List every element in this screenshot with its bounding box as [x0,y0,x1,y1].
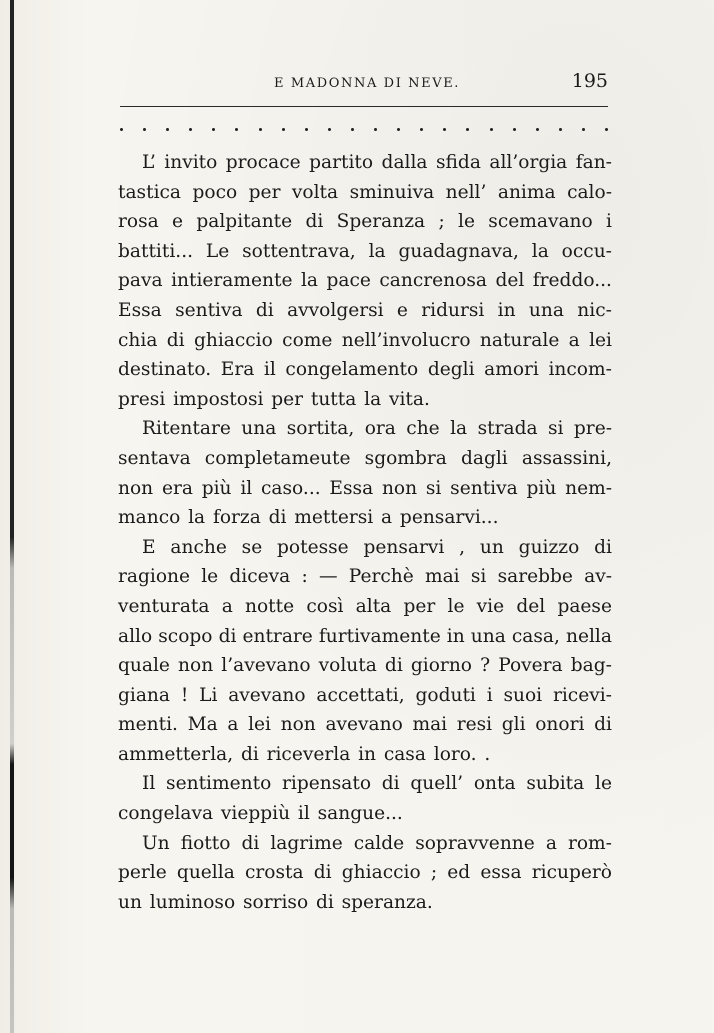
word: non [381,477,418,499]
word: resi [456,714,493,736]
word: di [241,832,260,854]
word: lei [589,329,612,351]
word: del [495,270,525,292]
word: rosa [118,211,159,233]
word: Povera [498,655,563,677]
binding-edge [10,0,14,1033]
text-line [118,178,612,208]
word: riceverla [266,743,351,765]
word: ghiaccio [341,862,421,884]
word: una [528,299,564,321]
text-line [118,829,612,859]
word: scemavano [488,211,593,233]
text-line [118,355,612,385]
word: strada [477,418,538,440]
separator-dot [328,128,331,131]
separator-dot [143,128,146,131]
word: goduti [415,684,476,706]
word: ghiaccio [193,329,273,351]
word: sangue... [317,803,403,825]
word: ricuperò [531,862,612,884]
word: guadagnava, [398,240,519,262]
word: fiotto [180,832,231,854]
separator-dot [351,128,354,131]
word: sfida [435,152,481,173]
word: di [255,299,274,321]
word: presi [118,388,166,410]
word: il [240,477,253,499]
word: completameute [204,447,351,469]
separator-dot [605,128,608,131]
word: più [526,477,557,499]
separator-dot [490,128,493,131]
word: le [458,211,475,233]
word: occu- [561,240,612,262]
word: casa, [511,625,560,647]
text-line [118,740,612,770]
word: Il [142,773,156,795]
word: notte [245,595,295,617]
word: Speranza [336,211,426,233]
text-line [118,237,612,267]
word: av- [584,566,612,588]
word: fan- [575,152,612,173]
word: — [318,566,338,588]
separator-dot [536,128,539,131]
word: avevano [228,684,306,706]
word: Li [199,684,218,706]
word: partito [309,152,374,173]
word: più [201,477,232,499]
word: le [201,566,219,588]
word: : [301,566,308,588]
word: battiti... [118,240,194,262]
word: poco [192,181,238,203]
separator-dot [559,128,562,131]
running-head [118,70,608,100]
word: sentimento [166,773,272,795]
word: e [396,299,408,321]
word: calde [353,832,405,854]
separator-dot [513,128,516,131]
word: potesse [277,536,349,558]
separator-dot [443,128,446,131]
word: amori [484,359,539,381]
text-line [118,266,612,296]
word: ; [430,862,438,884]
word: ? [480,655,491,677]
word: di [166,329,185,351]
text-line [118,503,612,533]
word: la [368,240,386,262]
word: sopravvenne [415,832,535,854]
separator-dot [397,128,400,131]
word: voluta [318,655,377,677]
word: congelamento [285,359,419,381]
word: sentava [118,447,191,469]
text-line [118,474,612,504]
separator-dot [189,128,192,131]
word: Le [205,240,230,262]
word: mai [412,714,448,736]
word: degli [427,359,475,381]
word: ed [447,862,471,884]
word: sorriso [242,891,309,913]
word: bag- [570,655,612,677]
word: naturale [479,329,560,351]
word: nell’involucro [341,329,471,351]
separator-dot [582,128,585,131]
word: casa [383,743,426,765]
word: loro. [433,743,477,765]
word: dagli [460,447,508,469]
word: sortita, [286,418,355,440]
word: allo [118,625,153,647]
word: giorno [410,655,472,677]
word: Ritentare [142,418,231,440]
word: ragione [118,566,190,588]
word: essa [480,862,522,884]
text-line [118,888,612,918]
word: crosta [244,862,304,884]
word: la [531,240,549,262]
word: a [221,595,233,617]
word: forza [212,507,261,529]
word: nem- [565,477,612,499]
word: la [364,388,382,410]
word: ripensato [282,773,372,795]
word: volta [291,181,339,203]
word: intieramente [171,270,293,292]
word: vita. [388,388,430,410]
word: nic- [577,299,612,321]
word: chia [118,329,158,351]
word: L’ [142,152,156,173]
word: tastica [118,181,182,203]
word: di [315,891,334,913]
word: una [241,418,277,440]
word: ; [438,211,445,233]
word: invito [164,152,218,173]
text-line [118,622,612,652]
header-rule [120,106,608,107]
word: congelava [118,803,214,825]
word: e [172,211,184,233]
word: anima [497,181,556,203]
word: venturata [118,595,210,617]
separator-dot [212,128,215,131]
word: gli [501,714,526,736]
word: manco [118,507,181,529]
word: onori [535,714,585,736]
word: Essa [329,477,374,499]
word: le [447,595,465,617]
word: la [300,270,318,292]
word: non [118,477,154,499]
word: Un [142,832,170,854]
word: il [297,803,310,825]
word: onta [473,773,516,795]
text-line [118,769,612,799]
text-line [118,858,612,888]
word: subita [526,773,585,795]
separator-dot [420,128,423,131]
word: E [142,536,156,558]
word: nell’ [445,181,487,203]
word: a [381,507,393,529]
word: ora [364,418,396,440]
word: il [263,359,276,381]
word: ricevi- [552,684,612,706]
word: di [268,507,287,529]
word: lagrime [270,832,343,854]
word: avevano [325,714,403,736]
text-line [118,799,612,829]
separator-dot [305,128,308,131]
word: giana [118,684,170,706]
text-line [118,207,612,237]
separator-dot [374,128,377,131]
word: se [241,536,263,558]
separator-dot [259,128,262,131]
word: pava [118,270,163,292]
word: non [178,655,214,677]
word: Ma [187,714,218,736]
word: si [425,477,442,499]
word: scopo [158,625,213,647]
word: di [313,862,332,884]
word: a [545,832,557,854]
word: menti. [118,714,178,736]
word: all’orgia [489,152,568,173]
text-line [118,414,612,444]
word: vieppiù [220,803,291,825]
word: quale [118,655,170,677]
word: vie [476,595,505,617]
word: sentiva [450,477,518,499]
word: cancrenosa [379,270,487,292]
word: sentiva [175,299,243,321]
text-line [118,385,612,415]
text-line [118,592,612,622]
word: a [568,329,580,351]
word: si [470,566,487,588]
word: , [459,536,466,558]
word: così [306,595,344,617]
text-line [118,562,612,592]
word: furtivamente [318,625,441,647]
word: quell’ [410,773,464,795]
word: per [271,388,304,410]
word: palpitante [196,211,293,233]
word: anche [170,536,227,558]
dot-separator [120,118,608,134]
separator-dot [282,128,285,131]
word: di [384,655,403,677]
word: per [403,595,436,617]
text-line [118,444,612,474]
word: in [446,625,465,647]
separator-dot [235,128,238,131]
word: di [594,714,612,736]
word: sarebbe [497,566,573,588]
word: luminoso [149,891,236,913]
word: caso... [261,477,321,499]
word: avvolgersi [287,299,384,321]
separator-dot [466,128,469,131]
word: diceva [229,566,291,588]
word: ! [180,684,189,706]
word: sgombra [364,447,447,469]
word: che [406,418,440,440]
word: l’avevano [221,655,311,677]
text-line [118,533,612,563]
word: in [358,743,377,765]
word: la [188,507,206,529]
word: i [606,211,612,233]
word: non [280,714,316,736]
word: di [381,773,400,795]
text-line [118,681,612,711]
word: tutta [310,388,357,410]
word: come [282,329,333,351]
word: per [248,181,281,203]
word: mai [424,566,460,588]
word: i [486,684,493,706]
word: ammetterla, [118,743,234,765]
word: le [595,773,612,795]
word: assassini, [521,447,612,469]
word: paese [557,595,612,617]
text-line [118,710,612,740]
word: del [516,595,546,617]
word: era [161,477,193,499]
text-line [118,148,612,178]
word: destinato. [118,359,212,381]
word: in [497,299,516,321]
word: un [479,536,504,558]
word: di [305,211,324,233]
word: . [484,743,491,765]
word: la [450,418,468,440]
word: accettati, [316,684,405,706]
word: una [470,625,506,647]
word: freddo... [532,270,612,292]
word: procace [225,152,301,173]
word: ridursi [421,299,485,321]
word: lei [248,714,271,736]
word: calo- [567,181,612,203]
word: pace [326,270,371,292]
running-title: E MADONNA DI NEVE. [274,76,461,91]
word: pensarvi [363,536,445,558]
word: entrare [242,625,313,647]
word: impostosi [173,388,264,410]
word: nella [566,625,612,647]
word: Perchè [348,566,414,588]
body-text [118,148,612,917]
word: sminuiva [349,181,435,203]
word: si [547,418,564,440]
word: pre- [573,418,612,440]
word: quella [176,862,235,884]
text-line [118,651,612,681]
word: speranza. [341,891,433,913]
word: Era [220,359,255,381]
word: dalla [381,152,428,173]
word: Essa [118,299,162,321]
word: alta [355,595,392,617]
word: un [118,891,142,913]
word: di [594,536,612,558]
text-line [118,326,612,356]
word: mettersi [294,507,374,529]
word: sottentrava, [242,240,356,262]
text-line [118,296,612,326]
word: perle [118,862,167,884]
word: incom- [548,359,612,381]
word: a [227,714,239,736]
word: rom- [567,832,612,854]
word: di [240,743,259,765]
separator-dot [120,128,123,131]
word: suoi [503,684,543,706]
word: di [218,625,237,647]
word: guizzo [518,536,580,558]
word: pensarvi... [399,507,499,529]
separator-dot [166,128,169,131]
page-number: 195 [571,70,608,92]
